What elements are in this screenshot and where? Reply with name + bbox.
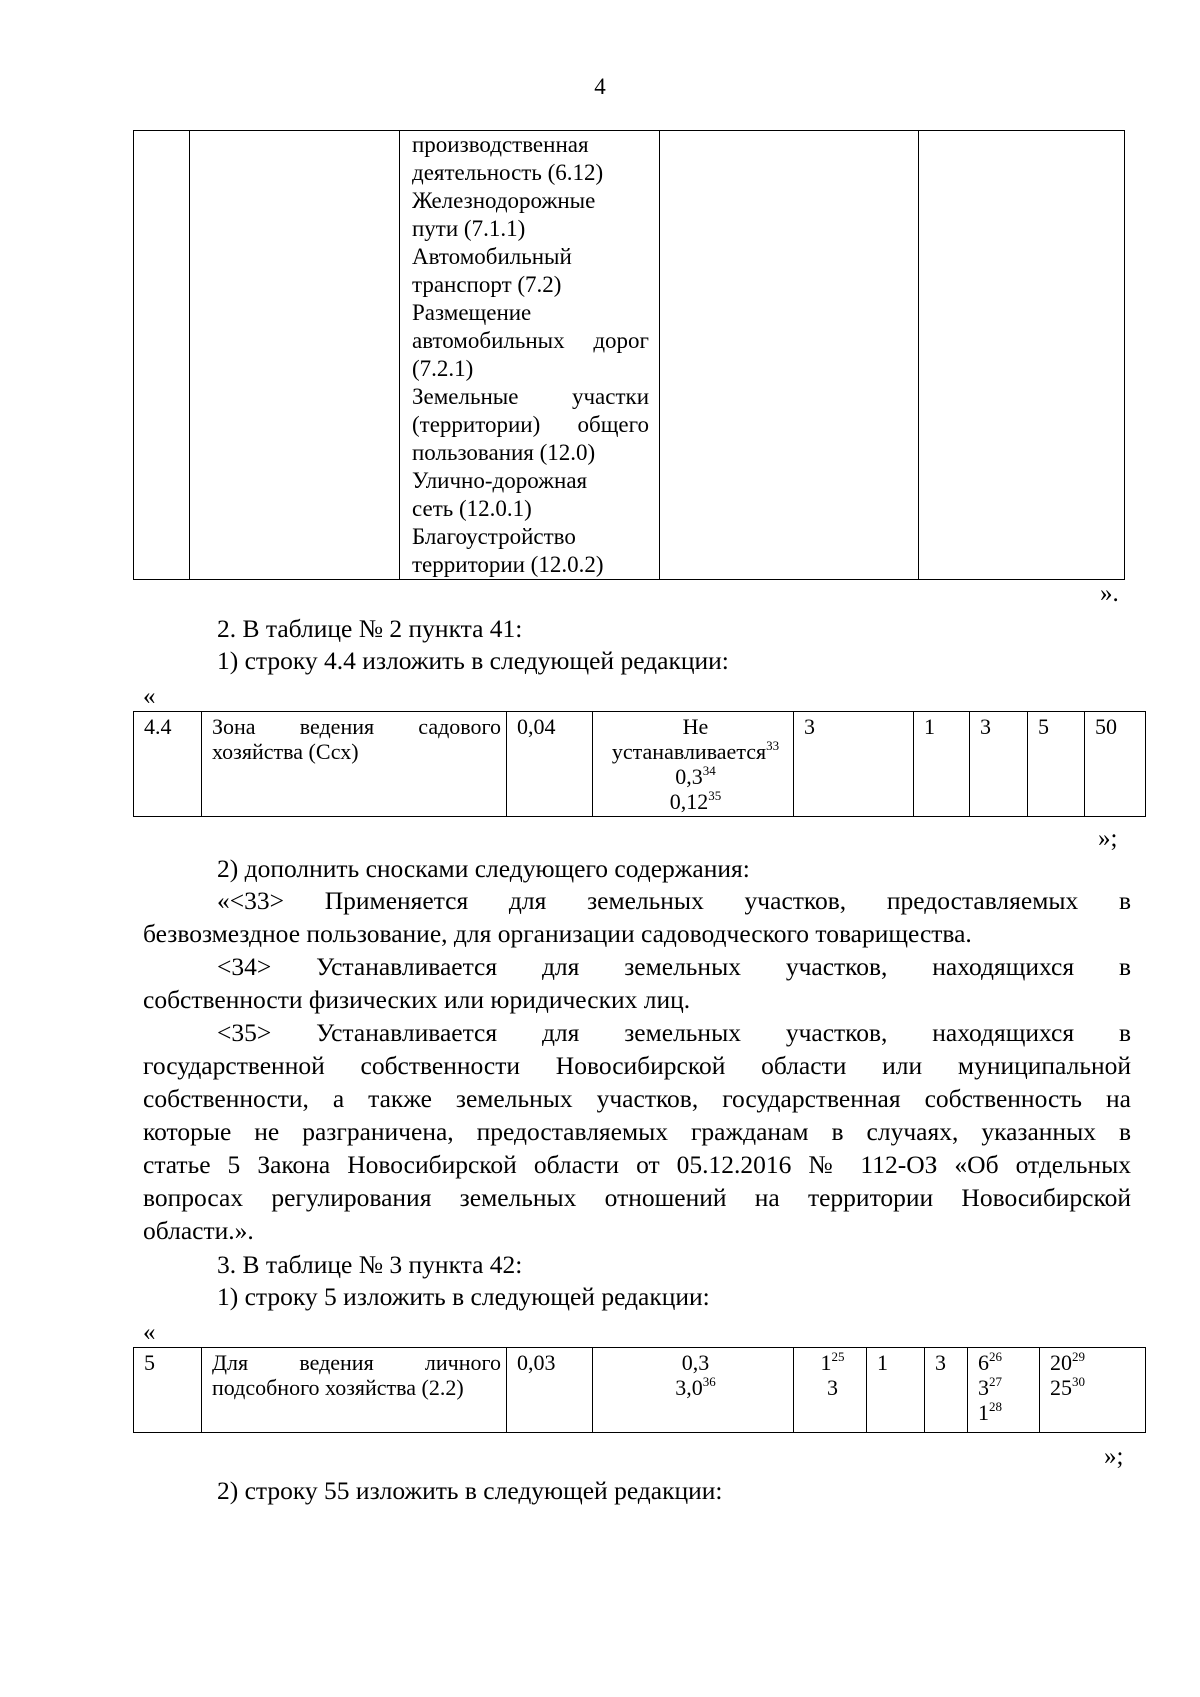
table-cell: 3 [970, 712, 1028, 817]
table-cell [202, 1348, 507, 1433]
text-line: безвозмездное пользование, для организации садоводческого товарищества. [143, 919, 972, 948]
paragraph: 2) строку 55 изложить в следующей редакции: [217, 1476, 723, 1505]
cell-line [1050, 1375, 1140, 1400]
cell-line [978, 1350, 1034, 1375]
footnote-ref: 26 [989, 1349, 1002, 1364]
text-line: собственности физических или юридических лиц. [143, 985, 691, 1014]
footnote-ref: 25 [831, 1349, 845, 1364]
list-line: Улично-дорожная [412, 468, 588, 493]
footnote-35 [143, 1016, 1131, 1247]
cell-text: 3,0 [675, 1375, 703, 1400]
table-cell [202, 712, 507, 817]
list-line: сеть (12.0.1) [412, 496, 532, 521]
text-line: области.». [143, 1216, 254, 1245]
list-line: Размещение [412, 300, 532, 325]
list-line: Автомобильный [412, 244, 572, 269]
footnote-ref: 27 [989, 1374, 1002, 1389]
footnote-ref: 28 [989, 1399, 1002, 1414]
table-cell: 1 [867, 1348, 925, 1433]
table-cell: 50 [1085, 712, 1146, 817]
cell-line: подсобного хозяйства (2.2) [212, 1375, 464, 1400]
list-line: (7.2.1) [412, 356, 474, 381]
list-line: производственная [412, 132, 589, 157]
text-line: вопросах регулирования земельных отношений на территории Новосибирской [143, 1183, 1131, 1212]
text-line: «<33> Применяется для земельных участков, предоставляемых в [217, 886, 1131, 915]
cell-line: Не [682, 714, 709, 739]
cell-line [603, 1375, 788, 1400]
cell-text: 20 [1050, 1350, 1072, 1375]
paragraph: 1) строку 4.4 изложить в следующей редакции: [217, 646, 729, 675]
cell-line [978, 1400, 1034, 1425]
list-line: деятельность (6.12) [412, 160, 604, 185]
table-cell [968, 1348, 1040, 1433]
cell-line: Для ведения личного [212, 1350, 501, 1375]
cell-text: 25 [1050, 1375, 1072, 1400]
land-use-types-list [400, 131, 660, 580]
cell-text: устанавливается [611, 739, 767, 764]
cell-line [1050, 1350, 1140, 1375]
list-line: транспорт (7.2) [412, 272, 562, 297]
footnote-ref: 34 [702, 763, 716, 778]
text-line: <35> Устанавливается для земельных участков, находящихся в [217, 1018, 1131, 1047]
cell-line [804, 1350, 861, 1375]
table-cell [593, 1348, 794, 1433]
text-line: статье 5 Закона Новосибирской области от 05.12.2016 № 112-ОЗ «Об отдельных [143, 1150, 1131, 1179]
cell-line [978, 1375, 1034, 1400]
section-heading: 2. В таблице № 2 пункта 41: [217, 614, 523, 643]
list-line: пользования (12.0) [412, 440, 596, 465]
footnote-ref: 36 [702, 1374, 716, 1389]
cell-line [603, 789, 788, 814]
table-cell-empty [919, 131, 1125, 580]
footnote-ref: 29 [1072, 1349, 1085, 1364]
cell-line: хозяйства (Ссх) [212, 739, 359, 764]
list-line: (территории) общего [412, 412, 649, 437]
opening-quote: « [143, 683, 156, 710]
closing-quote: ». [1100, 580, 1119, 607]
text-line: <34> Устанавливается для земельных участков, находящихся в [217, 952, 1131, 981]
closing-quote: »; [1098, 825, 1118, 852]
table-cell [593, 712, 794, 817]
opening-quote: « [143, 1319, 156, 1346]
table-cell-empty [190, 131, 400, 580]
list-line: автомобильных дорог [412, 328, 649, 353]
table-cell: 5 [134, 1348, 202, 1433]
section-heading: 3. В таблице № 3 пункта 42: [217, 1250, 523, 1279]
paragraph: 2) дополнить сносками следующего содержания: [217, 854, 750, 883]
table-cell: 4.4 [134, 712, 202, 817]
page-number: 4 [594, 74, 606, 99]
table-cell: 1 [914, 712, 970, 817]
cell-text: 1 [820, 1350, 832, 1375]
cell-line: 0,3 [681, 1350, 710, 1375]
list-line: Земельные участки [412, 384, 649, 409]
footnote-ref: 33 [766, 738, 780, 753]
table-cell: 5 [1028, 712, 1085, 817]
table-cell [1040, 1348, 1146, 1433]
text-line: которые не разграничена, предоставляемых гражданам в случаях, указанных в [143, 1117, 1131, 1146]
table-cell-empty [134, 131, 190, 580]
table-row-4-4 [133, 711, 1146, 817]
footnote-ref: 35 [708, 788, 722, 803]
list-line: территории (12.0.2) [412, 552, 604, 577]
footnote-33 [143, 884, 1131, 950]
table-cell: 0,04 [507, 712, 593, 817]
table-cell-empty [660, 131, 919, 580]
text-line: собственности, а также земельных участков, государственная собственность на [143, 1084, 1131, 1113]
footnote-ref: 30 [1072, 1374, 1085, 1389]
cell-text: 0,3 [675, 764, 703, 789]
cell-text: 1 [978, 1400, 989, 1425]
list-line: пути (7.1.1) [412, 216, 526, 241]
table-continuation [133, 130, 1125, 580]
cell-text: 3 [978, 1375, 989, 1400]
table-cell: 3 [794, 712, 914, 817]
cell-line: 3 [827, 1375, 838, 1400]
table-cell: 0,03 [507, 1348, 593, 1433]
cell-text: 6 [978, 1350, 989, 1375]
text-line: государственной собственности Новосибирской области или муниципальной [143, 1051, 1131, 1080]
footnote-34 [143, 950, 1131, 1016]
list-line: Железнодорожные [412, 188, 596, 213]
list-line: Благоустройство [412, 524, 576, 549]
paragraph: 1) строку 5 изложить в следующей редакции: [217, 1282, 710, 1311]
closing-quote: »; [1104, 1443, 1124, 1470]
table-cell: 3 [925, 1348, 968, 1433]
table-cell [794, 1348, 867, 1433]
table-row-5 [133, 1347, 1146, 1433]
cell-line [603, 764, 788, 789]
cell-line [603, 739, 788, 764]
cell-line: Зона ведения садового [212, 714, 501, 739]
cell-text: 0,12 [669, 789, 709, 814]
